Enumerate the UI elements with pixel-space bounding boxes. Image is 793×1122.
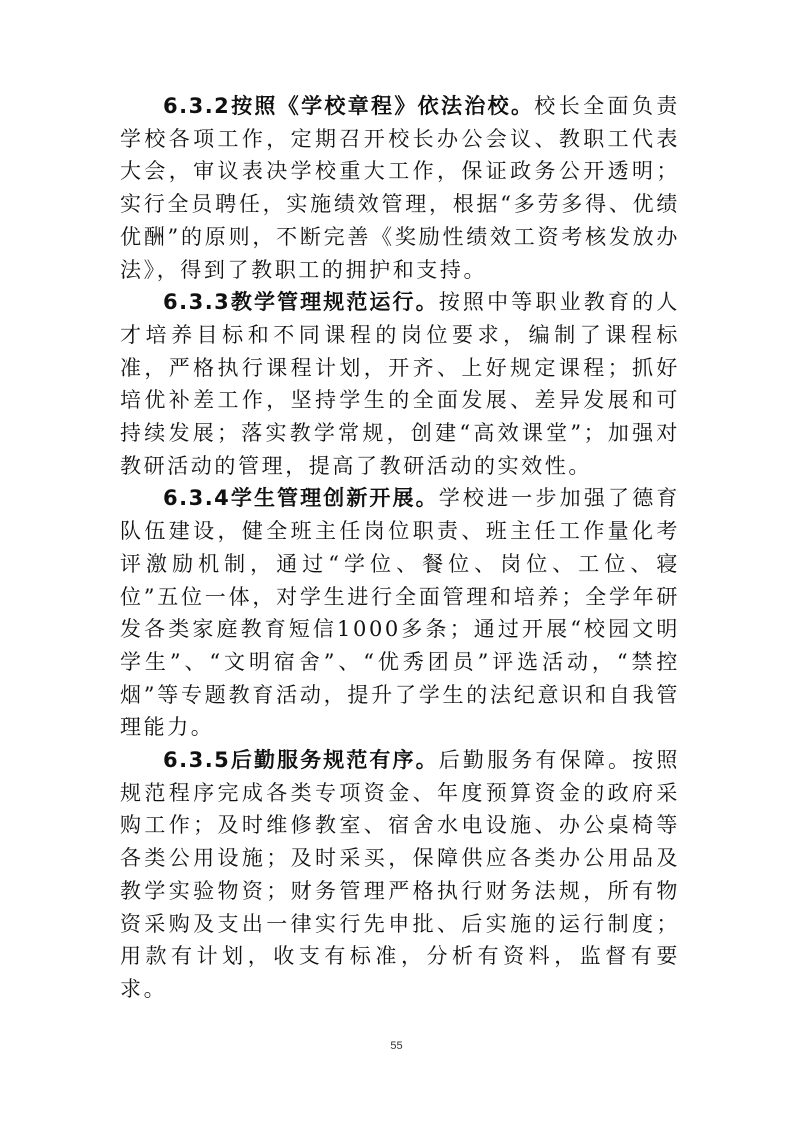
document-body <box>120 90 680 1006</box>
section-heading: 6.3.4学生管理创新开展。 <box>163 486 439 511</box>
section-text: 后勤服务有保障。按照规范程序完成各类专项资金、年度预算资金的政府采购工作；及时维修教室、宿舍水电设施、办公桌椅等各类公用设施；及时采买，保障供应各类办公用品及教学实验物资；财务管理严格执行财务法规，所有物资采购及支出一律实行先申批、后实施的运行制度；用款有计划，收支有标准，分析有资料，监督有要求。 <box>120 748 680 1001</box>
section-6-3-4 <box>120 482 680 744</box>
section-text: 按照中等职业教育的人才培养目标和不同课程的岗位要求，编制了课程标准，严格执行课程计划，开齐、上好规定课程；抓好培优补差工作，坚持学生的全面发展、差异发展和可持续发展；落实教学常规，创建“高效课堂”；加强对教研活动的管理，提高了教研活动的实效性。 <box>120 290 680 478</box>
section-text: 校长全面负责学校各项工作，定期召开校长办公会议、教职工代表大会，审议表决学校重大工作，保证政务公开透明；实行全员聘任，实施绩效管理，根据“多劳多得、优绩优酬”的原则，不断完善《奖励性绩效工资考核发放办法》，得到了教职工的拥护和支持。 <box>120 94 680 282</box>
page-number: 55 <box>390 1040 403 1052</box>
section-text: 学校进一步加强了德育队伍建设，健全班主任岗位职责、班主任工作量化考评激励机制，通过“学位、餐位、岗位、工位、寝位”五位一体，对学生进行全面管理和培养；全学年研发各类家庭教育短信1000多条；通过开展“校园文明学生”、“文明宿舍”、“优秀团员”评选活动，“禁控烟”等专题教育活动，提升了学生的法纪意识和自我管理能力。 <box>120 486 680 740</box>
section-6-3-5 <box>120 744 680 1006</box>
section-heading: 6.3.5后勤服务规范有序。 <box>163 748 439 773</box>
section-heading: 6.3.2按照《学校章程》依法治校。 <box>163 94 535 118</box>
section-6-3-2 <box>120 90 680 286</box>
section-6-3-3 <box>120 286 680 482</box>
section-heading: 6.3.3教学管理规范运行。 <box>163 290 439 315</box>
